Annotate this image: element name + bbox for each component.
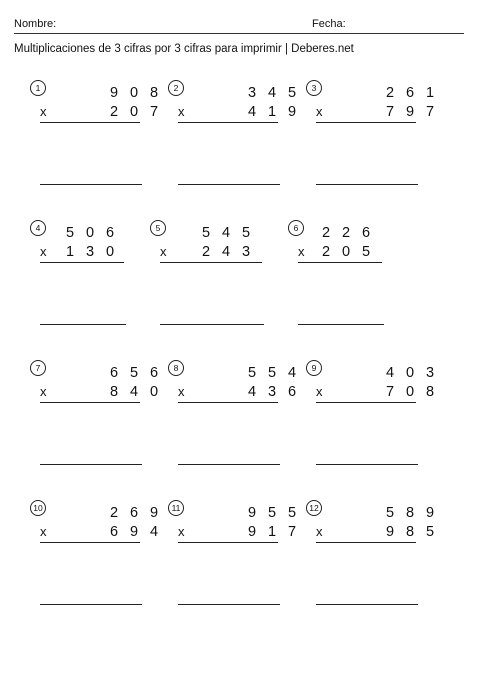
problem-3 xyxy=(306,80,435,210)
problem-number-badge: 10 xyxy=(30,500,46,516)
digit: 2 xyxy=(321,225,331,241)
multiplicand xyxy=(242,504,302,522)
digit: 5 xyxy=(201,225,211,241)
date-label: Fecha: xyxy=(312,18,346,30)
digit: 7 xyxy=(287,524,297,540)
multiplication-rule xyxy=(40,402,140,403)
multiplication-rule xyxy=(40,122,140,123)
digit: 7 xyxy=(385,104,395,120)
digit: 5 xyxy=(287,505,297,521)
digit: 6 xyxy=(405,85,415,101)
digit: 4 xyxy=(149,524,159,540)
digit: 8 xyxy=(149,85,159,101)
digit: 4 xyxy=(247,104,257,120)
header-rule xyxy=(14,33,464,34)
multiply-sign: x xyxy=(316,104,323,119)
digit: 1 xyxy=(65,244,75,260)
digit: 5 xyxy=(425,524,435,540)
multiply-sign: x xyxy=(178,384,185,399)
digit: 9 xyxy=(247,524,257,540)
multiplication-rule xyxy=(316,542,416,543)
answer-line[interactable] xyxy=(160,324,264,325)
digit: 5 xyxy=(267,505,277,521)
multiply-sign: x xyxy=(316,384,323,399)
digit: 4 xyxy=(129,384,139,400)
digit: 5 xyxy=(129,365,139,381)
problem-number-badge: 4 xyxy=(30,220,46,236)
multiply-sign: x xyxy=(178,104,185,119)
problem-9 xyxy=(306,360,435,490)
problem-10 xyxy=(30,500,159,630)
problem-12 xyxy=(306,500,435,630)
multiplier xyxy=(380,523,440,541)
multiplier xyxy=(380,383,440,401)
multiply-sign: x xyxy=(160,244,167,259)
multiplicand xyxy=(196,224,256,242)
multiplicand xyxy=(104,364,164,382)
multiplier xyxy=(242,523,302,541)
digit: 0 xyxy=(341,244,351,260)
multiply-sign: x xyxy=(40,524,47,539)
problem-5 xyxy=(150,220,270,350)
multiplicand xyxy=(242,364,302,382)
multiplier xyxy=(316,243,376,261)
digit: 0 xyxy=(85,225,95,241)
multiplicand xyxy=(380,84,440,102)
digit: 0 xyxy=(405,365,415,381)
multiply-sign: x xyxy=(40,104,47,119)
digit: 8 xyxy=(405,524,415,540)
multiplier xyxy=(242,103,302,121)
digit: 2 xyxy=(109,104,119,120)
multiplication-rule xyxy=(298,262,382,263)
answer-line[interactable] xyxy=(40,604,142,605)
digit: 3 xyxy=(425,365,435,381)
multiply-sign: x xyxy=(316,524,323,539)
answer-line[interactable] xyxy=(298,324,384,325)
digit: 5 xyxy=(385,505,395,521)
digit: 4 xyxy=(221,244,231,260)
problem-number-badge: 2 xyxy=(168,80,184,96)
problem-number-badge: 3 xyxy=(306,80,322,96)
problem-number-badge: 9 xyxy=(306,360,322,376)
digit: 9 xyxy=(287,104,297,120)
problem-number-badge: 12 xyxy=(306,500,322,516)
problem-8 xyxy=(168,360,297,490)
problem-number-badge: 1 xyxy=(30,80,46,96)
multiplier xyxy=(242,383,302,401)
digit: 2 xyxy=(341,225,351,241)
multiplicand xyxy=(104,504,164,522)
digit: 4 xyxy=(385,365,395,381)
digit: 4 xyxy=(221,225,231,241)
digit: 2 xyxy=(109,505,119,521)
digit: 7 xyxy=(385,384,395,400)
problem-number-badge: 11 xyxy=(168,500,184,516)
multiplier xyxy=(104,103,164,121)
multiplication-rule xyxy=(316,122,416,123)
multiplier xyxy=(104,523,164,541)
digit: 2 xyxy=(201,244,211,260)
digit: 0 xyxy=(405,384,415,400)
digit: 6 xyxy=(109,365,119,381)
digit: 5 xyxy=(241,225,251,241)
digit: 6 xyxy=(287,384,297,400)
multiplication-rule xyxy=(316,402,416,403)
multiply-sign: x xyxy=(40,384,47,399)
digit: 3 xyxy=(85,244,95,260)
digit: 6 xyxy=(149,365,159,381)
digit: 9 xyxy=(425,505,435,521)
answer-line[interactable] xyxy=(316,604,418,605)
page-title: Multiplicaciones de 3 cifras por 3 cifras para imprimir | Deberes.net xyxy=(14,43,354,55)
problem-number-badge: 8 xyxy=(168,360,184,376)
digit: 5 xyxy=(247,365,257,381)
digit: 6 xyxy=(361,225,371,241)
digit: 0 xyxy=(129,85,139,101)
multiplier xyxy=(380,103,440,121)
name-label: Nombre: xyxy=(14,18,57,30)
digit: 6 xyxy=(109,524,119,540)
digit: 3 xyxy=(241,244,251,260)
multiplicand xyxy=(242,84,302,102)
digit: 8 xyxy=(425,384,435,400)
answer-line[interactable] xyxy=(40,184,142,185)
digit: 1 xyxy=(267,524,277,540)
digit: 6 xyxy=(129,505,139,521)
digit: 1 xyxy=(425,85,435,101)
digit: 0 xyxy=(129,104,139,120)
answer-line[interactable] xyxy=(40,324,126,325)
multiplication-rule xyxy=(178,542,278,543)
multiplicand xyxy=(380,504,440,522)
digit: 1 xyxy=(267,104,277,120)
digit: 5 xyxy=(267,365,277,381)
problem-2 xyxy=(168,80,297,210)
multiplication-rule xyxy=(178,402,278,403)
multiplicand xyxy=(316,224,376,242)
problem-6 xyxy=(288,220,408,350)
problem-number-badge: 7 xyxy=(30,360,46,376)
answer-line[interactable] xyxy=(40,464,142,465)
problem-number-badge: 6 xyxy=(288,220,304,236)
problem-1 xyxy=(30,80,159,210)
answer-line[interactable] xyxy=(178,464,280,465)
multiplicand xyxy=(380,364,440,382)
digit: 9 xyxy=(405,104,415,120)
digit: 5 xyxy=(287,85,297,101)
multiplication-rule xyxy=(160,262,262,263)
digit: 9 xyxy=(109,85,119,101)
answer-line[interactable] xyxy=(316,464,418,465)
digit: 2 xyxy=(385,85,395,101)
answer-line[interactable] xyxy=(316,184,418,185)
multiplier xyxy=(104,383,164,401)
multiplier xyxy=(196,243,256,261)
multiply-sign: x xyxy=(178,524,185,539)
digit: 6 xyxy=(105,225,115,241)
multiplication-rule xyxy=(178,122,278,123)
multiplicand xyxy=(60,224,120,242)
problem-11 xyxy=(168,500,297,630)
multiply-sign: x xyxy=(40,244,47,259)
digit: 9 xyxy=(149,505,159,521)
digit: 4 xyxy=(287,365,297,381)
multiply-sign: x xyxy=(298,244,305,259)
digit: 9 xyxy=(247,505,257,521)
answer-line[interactable] xyxy=(178,604,280,605)
multiplication-rule xyxy=(40,262,124,263)
digit: 3 xyxy=(247,85,257,101)
digit: 5 xyxy=(361,244,371,260)
problem-7 xyxy=(30,360,159,490)
answer-line[interactable] xyxy=(178,184,280,185)
digit: 4 xyxy=(247,384,257,400)
problem-number-badge: 5 xyxy=(150,220,166,236)
digit: 0 xyxy=(105,244,115,260)
digit: 2 xyxy=(321,244,331,260)
digit: 8 xyxy=(109,384,119,400)
digit: 9 xyxy=(385,524,395,540)
digit: 7 xyxy=(425,104,435,120)
digit: 9 xyxy=(129,524,139,540)
digit: 0 xyxy=(149,384,159,400)
multiplication-rule xyxy=(40,542,140,543)
problem-4 xyxy=(30,220,150,350)
digit: 3 xyxy=(267,384,277,400)
multiplier xyxy=(60,243,120,261)
digit: 4 xyxy=(267,85,277,101)
digit: 5 xyxy=(65,225,75,241)
digit: 8 xyxy=(405,505,415,521)
multiplicand xyxy=(104,84,164,102)
digit: 7 xyxy=(149,104,159,120)
